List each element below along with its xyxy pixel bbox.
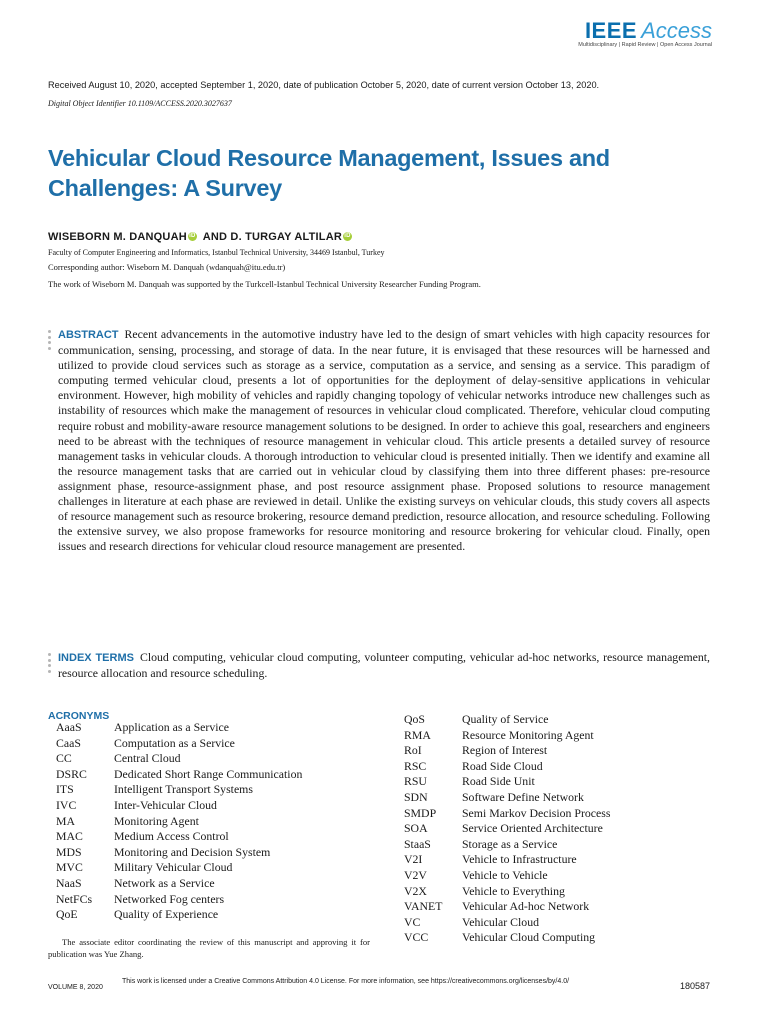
acronym-definition: Medium Access Control xyxy=(114,829,229,844)
acronym-abbr: DSRC xyxy=(56,766,87,781)
acronym-abbr: CC xyxy=(56,751,72,766)
index-terms-marker-icon xyxy=(48,653,52,675)
index-terms-text: Cloud computing, vehicular cloud computing, volunteer computing, vehicular ad-hoc networks, resource management, resource allocation and resource scheduling. xyxy=(58,650,710,681)
acronym-abbr: RoI xyxy=(404,743,422,758)
acronym-abbr: RSU xyxy=(404,774,427,789)
acronym-abbr: StaaS xyxy=(404,836,431,851)
journal-brand: IEEE xyxy=(584,18,638,43)
doi: Digital Object Identifier 10.1109/ACCESS.2020.3027637 xyxy=(48,99,232,108)
abstract xyxy=(58,327,710,554)
acronym-definition: Monitoring and Decision System xyxy=(114,844,271,859)
acronym-row xyxy=(404,806,610,822)
funding-note: The work of Wiseborn M. Danquah was supported by the Turkcell-Istanbul Technical University Researcher Funding Program. xyxy=(48,279,481,289)
acronym-definition: Semi Markov Decision Process xyxy=(462,805,611,820)
acronym-row xyxy=(56,736,302,752)
acronym-row xyxy=(56,907,302,923)
corresponding-author: Corresponding author: Wiseborn M. Danquah (wdanquah@itu.edu.tr) xyxy=(48,262,286,272)
acronym-row xyxy=(404,821,610,837)
acronym-list-right xyxy=(404,712,610,946)
author-list xyxy=(48,231,355,243)
abstract-text: Recent advancements in the automotive industry have led to the design of smart vehicles with high capacity resources for communication, sensing, processing, and storage of data. In the near future, it is envisaged that these resources will be harnessed and utilized to provide cloud services such as storage as a service, computation as a service, and sensing as a service. This paradigm of computing termed vehicular cloud, presents a lot of opportunities for the deployment of delay-sensitive applications in vehicular environment. However, high mobility of vehicles and rapidly changing topology of vehicular networks introduce new challenges such as instability of resources which make the management of resources in vehicular cloud complicated. Therefore, vehicular cloud computing require robust and mobility-aware resource management solutions to be designed. In order to achieve this goal, researchers and engineers need to be abreast with the techniques of resource management in vehicular cloud. This article presents a detailed survey of resource management tasks in vehicular clouds. A thorough introduction to vehicular cloud is presented initially. Then we identify and examine all the resource management tasks that are carried out in vehicular cloud by classifying them into three different phases: pre-resource assignment phase, resource-assignment phase, and post resource assignment phase. Proposed solutions to resource management challenges in literature at each phase are reviewed in detail. Unlike the existing surveys on vehicular clouds, this study covers all aspects of resource management such as resource brokering, resource demand prediction, resource allocation, and resource scheduling. Following the extensive survey, we also propose frameworks for resource monitoring and resource brokering for vehicular cloud. Finally, open issues and research directions for vehicular cloud resource management are presented. xyxy=(58,327,710,554)
acronym-definition: Software Define Network xyxy=(462,789,584,804)
acronym-row xyxy=(404,712,610,728)
affiliation: Faculty of Computer Engineering and Informatics, Istanbul Technical University, 34469 Istanbul, Turkey xyxy=(48,248,385,257)
abstract-label: ABSTRACT xyxy=(58,329,119,341)
acronym-definition: Inter-Vehicular Cloud xyxy=(114,797,217,812)
paper-title: Vehicular Cloud Resource Management, Issues and Challenges: A Survey xyxy=(48,145,610,201)
acronym-abbr: NetFCs xyxy=(56,891,93,906)
acronym-definition: Quality of Service xyxy=(462,712,549,726)
acronym-row xyxy=(56,860,302,876)
acronym-row xyxy=(404,899,610,915)
acronym-definition: Network as a Service xyxy=(114,875,215,890)
acronym-abbr: SOA xyxy=(404,821,428,836)
acronym-definition: Computation as a Service xyxy=(114,735,235,750)
acronym-row xyxy=(56,782,302,798)
acronym-row xyxy=(56,845,302,861)
acronym-definition: Vehicle to Vehicle xyxy=(462,867,548,882)
author-joiner: AND xyxy=(202,231,228,243)
acronym-row xyxy=(404,852,610,868)
acronym-abbr: MDS xyxy=(56,844,82,859)
acronym-abbr: NaaS xyxy=(56,875,82,890)
author-1: WISEBORN M. DANQUAH xyxy=(48,231,187,243)
acronym-definition: Quality of Experience xyxy=(114,907,219,922)
acronym-definition: Monitoring Agent xyxy=(114,813,199,828)
journal-logo xyxy=(578,18,712,48)
acronym-abbr: QoE xyxy=(56,907,78,922)
acronym-row xyxy=(56,720,302,736)
acronym-definition: Vehicular Cloud Computing xyxy=(462,930,596,945)
acronym-row xyxy=(404,915,610,931)
acronym-definition: Road Side Unit xyxy=(462,774,535,789)
acronym-definition: Vehicle to Infrastructure xyxy=(462,852,577,867)
acronym-abbr: CaaS xyxy=(56,735,81,750)
acronym-definition: Dedicated Short Range Communication xyxy=(114,766,303,781)
acronym-abbr: V2I xyxy=(404,852,423,867)
acronym-definition: Networked Fog centers xyxy=(114,891,225,906)
acronym-row xyxy=(404,884,610,900)
orcid-icon[interactable]: iD xyxy=(189,233,196,239)
acronym-list-left xyxy=(56,720,302,923)
acronym-row xyxy=(404,930,610,946)
acronym-definition: Storage as a Service xyxy=(462,836,558,851)
acronym-row xyxy=(56,892,302,908)
acronym-definition: Region of Interest xyxy=(462,743,548,758)
acronym-row xyxy=(56,876,302,892)
acronym-row xyxy=(56,751,302,767)
page-number: 180587 xyxy=(679,981,710,991)
acronym-definition: Military Vehicular Cloud xyxy=(114,860,233,875)
acronym-abbr: VCC xyxy=(404,930,429,945)
index-terms xyxy=(58,650,710,681)
acronym-row xyxy=(404,774,610,790)
acronym-row xyxy=(56,829,302,845)
footer-license[interactable]: This work is licensed under a Creative Commons Attribution 4.0 License. For more information, see https://creativecommons.org/licenses/by/4.0/ xyxy=(122,978,570,985)
acronym-definition: Central Cloud xyxy=(114,751,181,766)
acronym-abbr: ITS xyxy=(56,782,74,797)
acronym-abbr: V2V xyxy=(404,867,427,882)
acronym-row xyxy=(404,837,610,853)
acronym-abbr: V2X xyxy=(404,883,427,898)
journal-tagline: Multidisciplinary | Rapid Review | Open Access Journal xyxy=(578,42,712,48)
acronym-row xyxy=(56,798,302,814)
acronym-definition: Intelligent Transport Systems xyxy=(114,782,253,797)
acronym-row xyxy=(404,728,610,744)
acronym-definition: Vehicle to Everything xyxy=(462,883,565,898)
acronym-definition: Resource Monitoring Agent xyxy=(462,727,594,742)
footer-volume: VOLUME 8, 2020 xyxy=(48,984,103,991)
acronym-row xyxy=(404,790,610,806)
acronym-definition: Vehicular Cloud xyxy=(462,914,539,929)
acronyms-heading: ACRONYMS xyxy=(48,710,110,722)
acronym-abbr: SMDP xyxy=(404,805,437,820)
acronym-definition: Application as a Service xyxy=(114,720,229,734)
acronym-row xyxy=(56,767,302,783)
received-dates: Received August 10, 2020, accepted September 1, 2020, date of publication October 5, 2020, date of current version October 13, 2020. xyxy=(48,80,600,90)
acronym-definition: Vehicular Ad-hoc Network xyxy=(462,899,590,914)
abstract-marker-icon xyxy=(48,330,52,352)
acronym-row xyxy=(404,743,610,759)
acronym-abbr: MAC xyxy=(56,829,83,844)
index-terms-label: INDEX TERMS xyxy=(58,652,134,664)
acronym-abbr: RSC xyxy=(404,758,427,773)
acronym-abbr: RMA xyxy=(404,727,431,742)
acronym-abbr: MA xyxy=(56,813,76,828)
acronym-definition: Road Side Cloud xyxy=(462,758,543,773)
acronym-abbr: SDN xyxy=(404,789,428,804)
acronym-abbr: VANET xyxy=(404,899,443,914)
acronym-abbr: QoS xyxy=(404,712,425,726)
acronym-row xyxy=(404,868,610,884)
journal-name: Access xyxy=(641,18,712,43)
editor-note: The associate editor coordinating the review of this manuscript and approving it for publication was Yue Zhang. xyxy=(48,937,370,959)
orcid-icon[interactable]: iD xyxy=(344,233,351,239)
acronym-definition: Service Oriented Architecture xyxy=(462,821,603,836)
author-2: D. TURGAY ALTILAR xyxy=(230,231,342,243)
acronym-abbr: VC xyxy=(404,914,421,929)
acronym-abbr: AaaS xyxy=(56,720,82,734)
acronym-abbr: IVC xyxy=(56,797,77,812)
acronym-row xyxy=(56,814,302,830)
acronym-abbr: MVC xyxy=(56,860,83,875)
acronym-row xyxy=(404,759,610,775)
